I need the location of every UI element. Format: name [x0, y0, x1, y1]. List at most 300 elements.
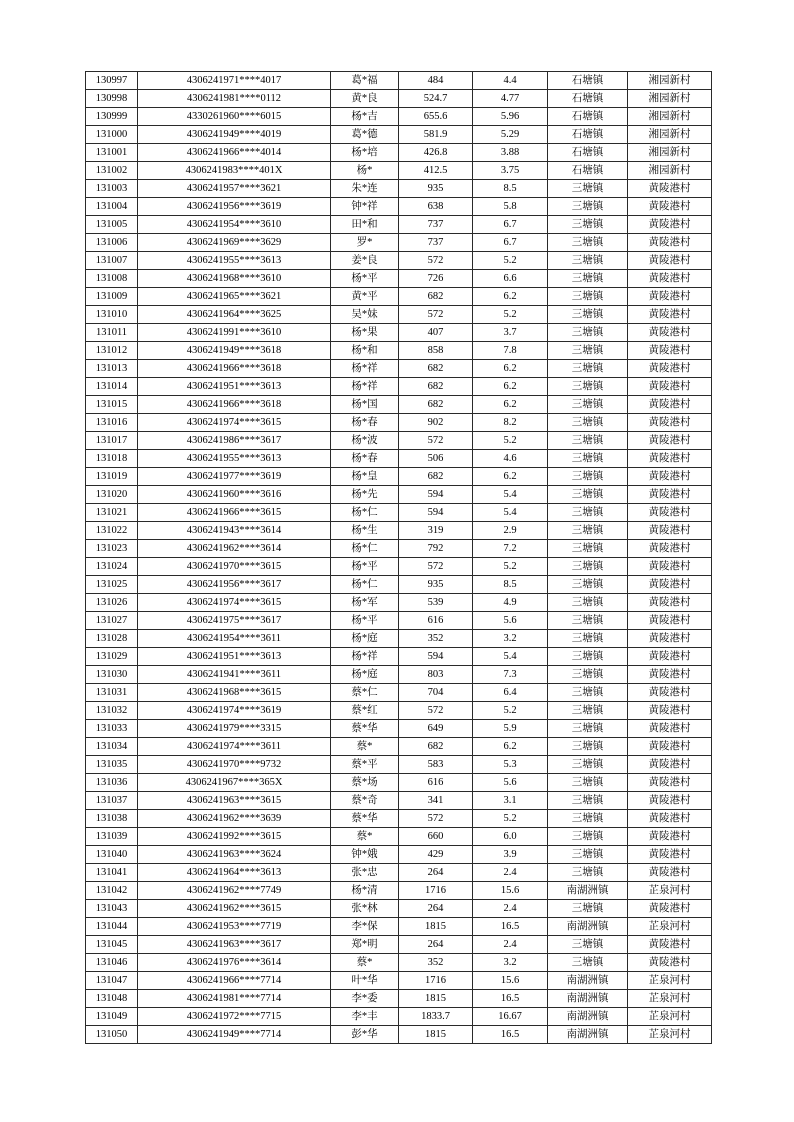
cell-id-number: 4306241965****3621: [138, 288, 331, 306]
cell-village: 黄陵港村: [628, 954, 712, 972]
cell-index: 131013: [86, 360, 138, 378]
cell-village: 湘园新村: [628, 90, 712, 108]
cell-name: 蔡*华: [331, 720, 399, 738]
cell-index: 131032: [86, 702, 138, 720]
table-row: [86, 522, 712, 540]
table-row: [86, 450, 712, 468]
cell-name: 杨*国: [331, 396, 399, 414]
cell-ratio: 5.9: [473, 720, 548, 738]
cell-town: 三塘镇: [548, 756, 628, 774]
cell-id-number: 4306241972****7715: [138, 1008, 331, 1026]
cell-village: 黄陵港村: [628, 774, 712, 792]
cell-town: 三塘镇: [548, 558, 628, 576]
cell-amount: 524.7: [399, 90, 473, 108]
cell-village: 黄陵港村: [628, 270, 712, 288]
cell-index: 131047: [86, 972, 138, 990]
cell-village: 黄陵港村: [628, 540, 712, 558]
table-row: [86, 900, 712, 918]
cell-id-number: 4306241951****3613: [138, 648, 331, 666]
cell-ratio: 6.7: [473, 216, 548, 234]
cell-index: 131025: [86, 576, 138, 594]
cell-name: 杨*平: [331, 270, 399, 288]
cell-name: 杨*清: [331, 882, 399, 900]
cell-town: 三塘镇: [548, 468, 628, 486]
cell-village: 黄陵港村: [628, 180, 712, 198]
table-row: [86, 684, 712, 702]
cell-ratio: 3.1: [473, 792, 548, 810]
cell-name: 蔡*: [331, 954, 399, 972]
cell-ratio: 5.6: [473, 774, 548, 792]
cell-amount: 484: [399, 72, 473, 90]
cell-id-number: 4306241963****3624: [138, 846, 331, 864]
cell-name: 黄*平: [331, 288, 399, 306]
cell-town: 三塘镇: [548, 936, 628, 954]
cell-name: 李*丰: [331, 1008, 399, 1026]
cell-id-number: 4306241957****3621: [138, 180, 331, 198]
cell-id-number: 4306241955****3613: [138, 450, 331, 468]
cell-name: 蔡*平: [331, 756, 399, 774]
cell-id-number: 4306241974****3619: [138, 702, 331, 720]
table-row: [86, 468, 712, 486]
cell-ratio: 5.2: [473, 558, 548, 576]
table-row: [86, 954, 712, 972]
cell-ratio: 2.4: [473, 864, 548, 882]
cell-village: 芷泉河村: [628, 990, 712, 1008]
cell-index: 131009: [86, 288, 138, 306]
cell-ratio: 3.9: [473, 846, 548, 864]
cell-id-number: 4306241970****3615: [138, 558, 331, 576]
table-row: [86, 180, 712, 198]
cell-town: 三塘镇: [548, 684, 628, 702]
cell-ratio: 3.2: [473, 630, 548, 648]
cell-village: 黄陵港村: [628, 702, 712, 720]
cell-index: 131041: [86, 864, 138, 882]
cell-name: 杨*吉: [331, 108, 399, 126]
cell-town: 三塘镇: [548, 630, 628, 648]
cell-name: 钟*娥: [331, 846, 399, 864]
cell-id-number: 4306241971****4017: [138, 72, 331, 90]
cell-amount: 737: [399, 234, 473, 252]
cell-name: 蔡*仁: [331, 684, 399, 702]
table-row: [86, 396, 712, 414]
cell-index: 131043: [86, 900, 138, 918]
cell-ratio: 5.4: [473, 648, 548, 666]
cell-amount: 352: [399, 954, 473, 972]
cell-amount: 682: [399, 738, 473, 756]
cell-index: 131026: [86, 594, 138, 612]
cell-amount: 737: [399, 216, 473, 234]
cell-id-number: 4306241981****0112: [138, 90, 331, 108]
cell-amount: 572: [399, 432, 473, 450]
cell-town: 三塘镇: [548, 414, 628, 432]
cell-ratio: 6.0: [473, 828, 548, 846]
cell-name: 朱*连: [331, 180, 399, 198]
cell-name: 蔡*华: [331, 810, 399, 828]
cell-town: 三塘镇: [548, 666, 628, 684]
cell-ratio: 8.5: [473, 180, 548, 198]
cell-town: 三塘镇: [548, 198, 628, 216]
cell-name: 杨*庭: [331, 666, 399, 684]
cell-amount: 858: [399, 342, 473, 360]
cell-ratio: 6.2: [473, 738, 548, 756]
table-row: [86, 342, 712, 360]
cell-amount: 412.5: [399, 162, 473, 180]
cell-amount: 572: [399, 306, 473, 324]
table-row: [86, 90, 712, 108]
cell-name: 杨*祥: [331, 360, 399, 378]
cell-ratio: 6.2: [473, 360, 548, 378]
table-row: [86, 198, 712, 216]
cell-amount: 572: [399, 810, 473, 828]
cell-ratio: 6.2: [473, 378, 548, 396]
cell-name: 蔡*: [331, 738, 399, 756]
cell-town: 三塘镇: [548, 486, 628, 504]
table-row: [86, 216, 712, 234]
cell-id-number: 4306241979****3315: [138, 720, 331, 738]
table-row: [86, 972, 712, 990]
cell-name: 杨*波: [331, 432, 399, 450]
cell-town: 三塘镇: [548, 270, 628, 288]
cell-amount: 264: [399, 864, 473, 882]
cell-index: 131014: [86, 378, 138, 396]
cell-village: 黄陵港村: [628, 432, 712, 450]
cell-village: 黄陵港村: [628, 828, 712, 846]
cell-amount: 649: [399, 720, 473, 738]
cell-index: 131005: [86, 216, 138, 234]
cell-village: 湘园新村: [628, 72, 712, 90]
cell-index: 131034: [86, 738, 138, 756]
cell-id-number: 4306241956****3619: [138, 198, 331, 216]
table-row: [86, 936, 712, 954]
cell-ratio: 5.8: [473, 198, 548, 216]
cell-ratio: 3.7: [473, 324, 548, 342]
cell-amount: 726: [399, 270, 473, 288]
cell-ratio: 5.4: [473, 504, 548, 522]
cell-name: 杨*培: [331, 144, 399, 162]
cell-town: 三塘镇: [548, 792, 628, 810]
cell-name: 李*保: [331, 918, 399, 936]
cell-index: 131008: [86, 270, 138, 288]
cell-amount: 682: [399, 288, 473, 306]
cell-amount: 638: [399, 198, 473, 216]
beneficiary-table: [85, 71, 712, 1044]
cell-name: 杨*春: [331, 414, 399, 432]
cell-ratio: 7.8: [473, 342, 548, 360]
cell-id-number: 4306241941****3611: [138, 666, 331, 684]
cell-town: 三塘镇: [548, 360, 628, 378]
cell-amount: 572: [399, 702, 473, 720]
cell-index: 131040: [86, 846, 138, 864]
table-row: [86, 540, 712, 558]
cell-town: 南湖洲镇: [548, 918, 628, 936]
cell-ratio: 6.4: [473, 684, 548, 702]
cell-village: 黄陵港村: [628, 936, 712, 954]
cell-ratio: 5.2: [473, 810, 548, 828]
cell-village: 黄陵港村: [628, 396, 712, 414]
cell-town: 石塘镇: [548, 72, 628, 90]
cell-index: 131038: [86, 810, 138, 828]
cell-index: 131030: [86, 666, 138, 684]
table-row: [86, 882, 712, 900]
cell-id-number: 4306241966****3615: [138, 504, 331, 522]
cell-index: 131002: [86, 162, 138, 180]
table-row: [86, 846, 712, 864]
table-row: [86, 414, 712, 432]
cell-amount: 902: [399, 414, 473, 432]
cell-index: 131036: [86, 774, 138, 792]
cell-ratio: 3.88: [473, 144, 548, 162]
cell-name: 杨*祥: [331, 378, 399, 396]
cell-id-number: 4306241969****3629: [138, 234, 331, 252]
cell-village: 芷泉河村: [628, 1026, 712, 1044]
cell-ratio: 6.2: [473, 396, 548, 414]
table-row: [86, 864, 712, 882]
table-row: [86, 558, 712, 576]
cell-name: 田*和: [331, 216, 399, 234]
cell-amount: 264: [399, 900, 473, 918]
cell-town: 三塘镇: [548, 432, 628, 450]
table-row: [86, 252, 712, 270]
cell-town: 三塘镇: [548, 252, 628, 270]
cell-village: 湘园新村: [628, 144, 712, 162]
cell-id-number: 4306241964****3613: [138, 864, 331, 882]
cell-town: 三塘镇: [548, 954, 628, 972]
cell-village: 黄陵港村: [628, 288, 712, 306]
cell-name: 蔡*红: [331, 702, 399, 720]
cell-town: 三塘镇: [548, 216, 628, 234]
table-row: [86, 306, 712, 324]
table-row: [86, 162, 712, 180]
cell-id-number: 4306241960****3616: [138, 486, 331, 504]
cell-index: 131020: [86, 486, 138, 504]
cell-amount: 682: [399, 468, 473, 486]
table-row: [86, 324, 712, 342]
table-row: [86, 1026, 712, 1044]
cell-amount: 616: [399, 612, 473, 630]
cell-town: 三塘镇: [548, 396, 628, 414]
cell-index: 131042: [86, 882, 138, 900]
cell-village: 黄陵港村: [628, 864, 712, 882]
cell-amount: 583: [399, 756, 473, 774]
cell-id-number: 4306241963****3617: [138, 936, 331, 954]
cell-amount: 792: [399, 540, 473, 558]
cell-ratio: 5.6: [473, 612, 548, 630]
cell-ratio: 5.2: [473, 702, 548, 720]
cell-ratio: 5.29: [473, 126, 548, 144]
cell-town: 三塘镇: [548, 738, 628, 756]
cell-village: 黄陵港村: [628, 504, 712, 522]
cell-town: 三塘镇: [548, 576, 628, 594]
cell-amount: 1815: [399, 1026, 473, 1044]
cell-index: 131024: [86, 558, 138, 576]
cell-ratio: 4.4: [473, 72, 548, 90]
cell-id-number: 4306241962****3639: [138, 810, 331, 828]
table-row: [86, 612, 712, 630]
cell-amount: 935: [399, 576, 473, 594]
cell-index: 131011: [86, 324, 138, 342]
cell-ratio: 3.2: [473, 954, 548, 972]
cell-village: 黄陵港村: [628, 198, 712, 216]
cell-amount: 264: [399, 936, 473, 954]
cell-amount: 682: [399, 396, 473, 414]
cell-name: 姜*良: [331, 252, 399, 270]
cell-id-number: 4306241966****7714: [138, 972, 331, 990]
table-row: [86, 720, 712, 738]
cell-town: 三塘镇: [548, 810, 628, 828]
table-row: [86, 918, 712, 936]
cell-amount: 1815: [399, 990, 473, 1008]
cell-village: 芷泉河村: [628, 882, 712, 900]
cell-village: 黄陵港村: [628, 486, 712, 504]
cell-name: 杨*仁: [331, 540, 399, 558]
cell-village: 黄陵港村: [628, 630, 712, 648]
cell-village: 芷泉河村: [628, 918, 712, 936]
cell-index: 131017: [86, 432, 138, 450]
cell-id-number: 4306241953****7719: [138, 918, 331, 936]
cell-id-number: 4306241970****9732: [138, 756, 331, 774]
cell-id-number: 4306241951****3613: [138, 378, 331, 396]
table-row: [86, 630, 712, 648]
cell-name: 杨*先: [331, 486, 399, 504]
table-row: [86, 504, 712, 522]
cell-village: 湘园新村: [628, 126, 712, 144]
table-row: [86, 108, 712, 126]
cell-index: 131010: [86, 306, 138, 324]
cell-index: 131033: [86, 720, 138, 738]
cell-village: 黄陵港村: [628, 324, 712, 342]
cell-id-number: 4306241977****3619: [138, 468, 331, 486]
cell-amount: 407: [399, 324, 473, 342]
cell-name: 钟*祥: [331, 198, 399, 216]
table-row: [86, 810, 712, 828]
table-row: [86, 828, 712, 846]
table-row: [86, 792, 712, 810]
cell-id-number: 4306241991****3610: [138, 324, 331, 342]
cell-id-number: 4306241962****3615: [138, 900, 331, 918]
cell-id-number: 4306241956****3617: [138, 576, 331, 594]
cell-village: 黄陵港村: [628, 900, 712, 918]
cell-town: 三塘镇: [548, 828, 628, 846]
cell-index: 131021: [86, 504, 138, 522]
cell-town: 三塘镇: [548, 774, 628, 792]
cell-id-number: 4306241968****3615: [138, 684, 331, 702]
cell-village: 黄陵港村: [628, 306, 712, 324]
cell-town: 石塘镇: [548, 162, 628, 180]
cell-amount: 803: [399, 666, 473, 684]
cell-name: 黄*良: [331, 90, 399, 108]
cell-town: 南湖洲镇: [548, 1026, 628, 1044]
table-row: [86, 288, 712, 306]
cell-ratio: 16.67: [473, 1008, 548, 1026]
cell-name: 杨*平: [331, 612, 399, 630]
cell-village: 黄陵港村: [628, 684, 712, 702]
table-row: [86, 576, 712, 594]
cell-amount: 655.6: [399, 108, 473, 126]
cell-ratio: 2.9: [473, 522, 548, 540]
cell-ratio: 16.5: [473, 918, 548, 936]
cell-amount: 616: [399, 774, 473, 792]
cell-name: 杨*生: [331, 522, 399, 540]
cell-name: 吴*妹: [331, 306, 399, 324]
cell-town: 三塘镇: [548, 648, 628, 666]
cell-id-number: 4306241949****3618: [138, 342, 331, 360]
cell-village: 黄陵港村: [628, 378, 712, 396]
cell-town: 三塘镇: [548, 522, 628, 540]
cell-ratio: 4.6: [473, 450, 548, 468]
cell-index: 131023: [86, 540, 138, 558]
cell-name: 罗*: [331, 234, 399, 252]
cell-amount: 660: [399, 828, 473, 846]
table-row: [86, 594, 712, 612]
cell-town: 三塘镇: [548, 612, 628, 630]
table-row: [86, 756, 712, 774]
cell-index: 131048: [86, 990, 138, 1008]
table-row: [86, 666, 712, 684]
cell-index: 131000: [86, 126, 138, 144]
cell-index: 131015: [86, 396, 138, 414]
cell-name: 杨*皇: [331, 468, 399, 486]
cell-village: 黄陵港村: [628, 756, 712, 774]
cell-town: 三塘镇: [548, 900, 628, 918]
cell-index: 131049: [86, 1008, 138, 1026]
cell-town: 三塘镇: [548, 306, 628, 324]
cell-id-number: 4306241954****3610: [138, 216, 331, 234]
cell-id-number: 4306241955****3613: [138, 252, 331, 270]
cell-village: 湘园新村: [628, 108, 712, 126]
cell-village: 芷泉河村: [628, 972, 712, 990]
cell-index: 131006: [86, 234, 138, 252]
cell-id-number: 4306241967****365X: [138, 774, 331, 792]
cell-village: 黄陵港村: [628, 522, 712, 540]
cell-village: 芷泉河村: [628, 1008, 712, 1026]
cell-id-number: 4306241949****7714: [138, 1026, 331, 1044]
cell-id-number: 4306241974****3615: [138, 414, 331, 432]
cell-ratio: 7.2: [473, 540, 548, 558]
cell-town: 南湖洲镇: [548, 990, 628, 1008]
cell-name: 葛*德: [331, 126, 399, 144]
cell-index: 131045: [86, 936, 138, 954]
cell-town: 三塘镇: [548, 846, 628, 864]
cell-index: 130997: [86, 72, 138, 90]
cell-ratio: 8.2: [473, 414, 548, 432]
cell-name: 彭*华: [331, 1026, 399, 1044]
cell-town: 三塘镇: [548, 288, 628, 306]
cell-amount: 1833.7: [399, 1008, 473, 1026]
cell-ratio: 5.2: [473, 252, 548, 270]
cell-name: 张*林: [331, 900, 399, 918]
cell-index: 131037: [86, 792, 138, 810]
cell-village: 黄陵港村: [628, 792, 712, 810]
cell-village: 黄陵港村: [628, 576, 712, 594]
cell-name: 杨*果: [331, 324, 399, 342]
cell-name: 杨*仁: [331, 576, 399, 594]
table-row: [86, 234, 712, 252]
cell-amount: 594: [399, 486, 473, 504]
cell-index: 131016: [86, 414, 138, 432]
cell-town: 南湖洲镇: [548, 972, 628, 990]
cell-index: 131046: [86, 954, 138, 972]
cell-amount: 1815: [399, 918, 473, 936]
cell-ratio: 6.2: [473, 468, 548, 486]
cell-amount: 594: [399, 504, 473, 522]
cell-ratio: 5.3: [473, 756, 548, 774]
cell-amount: 572: [399, 252, 473, 270]
cell-town: 南湖洲镇: [548, 1008, 628, 1026]
cell-id-number: 4306241975****3617: [138, 612, 331, 630]
cell-amount: 682: [399, 378, 473, 396]
cell-town: 石塘镇: [548, 108, 628, 126]
cell-name: 张*忠: [331, 864, 399, 882]
